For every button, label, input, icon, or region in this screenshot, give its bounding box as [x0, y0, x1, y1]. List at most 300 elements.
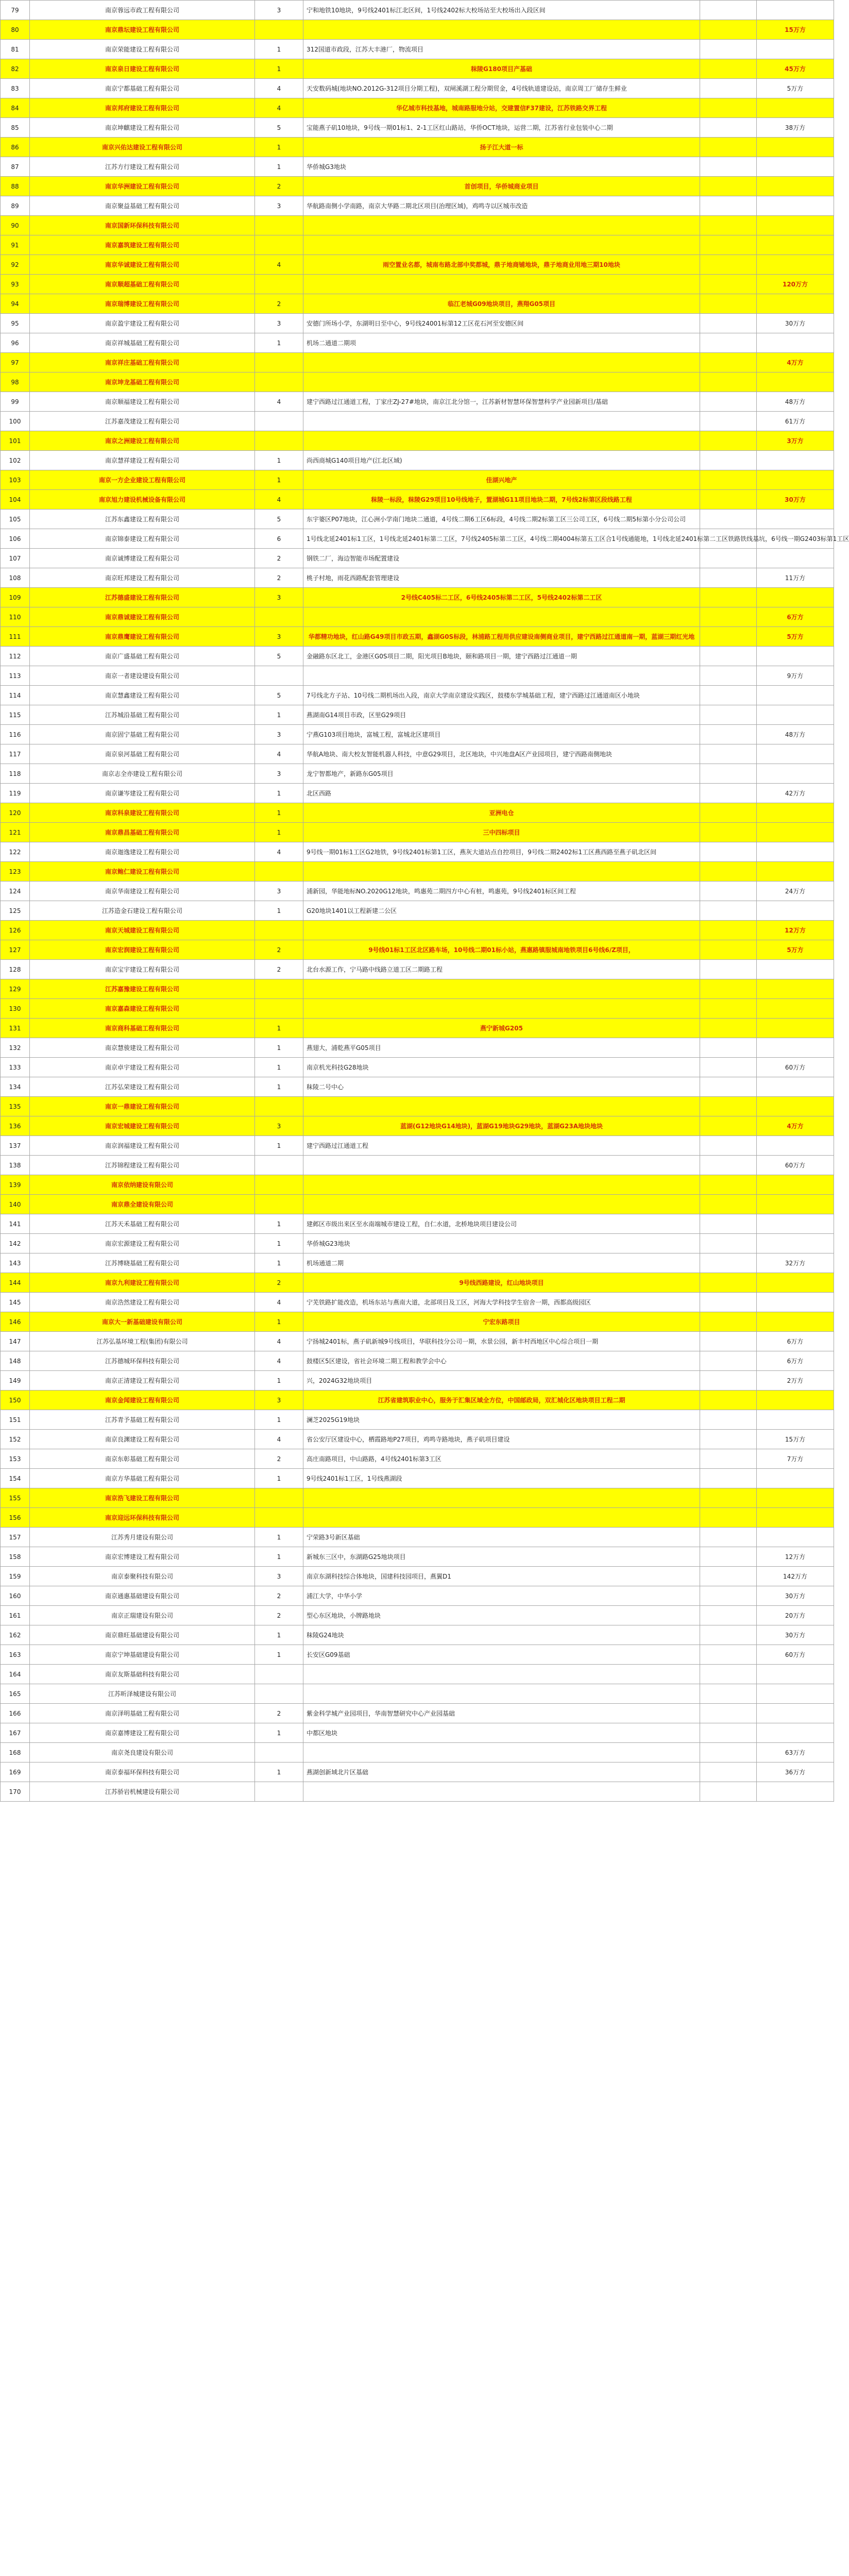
company-name: 南京诚博建设工程有限公司	[30, 549, 255, 568]
row-number: 122	[1, 842, 30, 862]
company-name: 江苏博晓基础工程有限公司	[30, 1253, 255, 1273]
disposal-amount	[757, 764, 834, 784]
disposal-amount: 5万方	[757, 940, 834, 960]
project-list: 新城东三区中，东湖路G25地块项目	[303, 1547, 700, 1567]
project-count: 3	[255, 882, 303, 901]
table-row	[1, 1645, 834, 1665]
company-name: 江苏德城环保科技有限公司	[30, 1351, 255, 1371]
table-row	[1, 118, 834, 138]
project-list: 天安数码城(地块NO.2012G-312项目分期工程)，双闸溪湖工程分期贸金，4号线轨道建设站，南京周工厂储存生鲜业	[303, 79, 700, 98]
project-count: 1	[255, 1469, 303, 1488]
project-count	[255, 353, 303, 372]
company-name: 南京泉河基础工程有限公司	[30, 744, 255, 764]
row-number: 96	[1, 333, 30, 353]
disposal-amount: 12万方	[757, 1547, 834, 1567]
row-number: 159	[1, 1567, 30, 1586]
table-row	[1, 1214, 834, 1234]
area-cell	[700, 1488, 757, 1508]
table-row	[1, 216, 834, 235]
project-count: 1	[255, 1547, 303, 1567]
project-list	[303, 431, 700, 451]
table-row	[1, 1704, 834, 1723]
area-cell	[700, 431, 757, 451]
area-cell	[700, 1743, 757, 1762]
table-row	[1, 842, 834, 862]
project-count	[255, 1508, 303, 1528]
project-list: 首创项目，华侨城商业项目	[303, 177, 700, 196]
area-cell	[700, 1762, 757, 1782]
project-count: 1	[255, 784, 303, 803]
disposal-amount	[757, 216, 834, 235]
table-row	[1, 98, 834, 118]
table-row	[1, 1782, 834, 1802]
project-count	[255, 1195, 303, 1214]
area-cell	[700, 1293, 757, 1312]
project-list: 华航A地块、南大校友智能机器人科技，中意G29项目，北区地块，中兴地盘A区产业园项目，建宁西路南侧地块	[303, 744, 700, 764]
project-count: 2	[255, 568, 303, 588]
area-cell	[700, 940, 757, 960]
project-list	[303, 607, 700, 627]
project-list: 华都精功地块，红山路G49项目市政五期，鑫湖G0S标段，林浦路工程用供应建设南侧商业项目，建宁西路过江通道南一期，蓝湖三期红光地	[303, 627, 700, 647]
project-count: 2	[255, 177, 303, 196]
table-row	[1, 1625, 834, 1645]
area-cell	[700, 901, 757, 921]
company-name: 江苏青予基础工程有限公司	[30, 1410, 255, 1430]
disposal-amount: 4万方	[757, 1116, 834, 1136]
area-cell	[700, 1234, 757, 1253]
table-row	[1, 314, 834, 333]
row-number: 117	[1, 744, 30, 764]
area-cell	[700, 1371, 757, 1391]
area-cell	[700, 666, 757, 686]
table-row	[1, 138, 834, 157]
row-number: 99	[1, 392, 30, 412]
project-count: 4	[255, 1430, 303, 1449]
project-list: 华亿城市科技基地，城南路服地分站，交建置信F37建设，江苏铁路交界工程	[303, 98, 700, 118]
project-list: 建宁西路过江通道工程，丁家庄ZJ-27#地块，南京江北分馆一，江苏新材智慧环保智慧科学产业园新项目/基础	[303, 392, 700, 412]
table-row	[1, 1665, 834, 1684]
project-count: 3	[255, 588, 303, 607]
company-name: 江苏德盛建设工程有限公司	[30, 588, 255, 607]
table-row	[1, 999, 834, 1019]
company-name: 南京宁坤基础建设有限公司	[30, 1645, 255, 1665]
company-name: 江苏东鑫建设工程有限公司	[30, 510, 255, 529]
table-row	[1, 1019, 834, 1038]
table-row	[1, 235, 834, 255]
row-number: 156	[1, 1508, 30, 1528]
disposal-amount: 5万方	[757, 627, 834, 647]
project-list: 9号线01标1工区北区路车场，10号线二期01标小站，燕惠路镇服城南地铁项目6号线6/Z项目，	[303, 940, 700, 960]
table-row	[1, 1273, 834, 1293]
table-row	[1, 20, 834, 40]
table-row	[1, 353, 834, 372]
disposal-amount: 30万方	[757, 1625, 834, 1645]
project-count: 1	[255, 901, 303, 921]
company-name: 南京坤龙基础工程有限公司	[30, 372, 255, 392]
area-cell	[700, 470, 757, 490]
project-count: 6	[255, 529, 303, 549]
disposal-amount	[757, 1469, 834, 1488]
project-list	[303, 1665, 700, 1684]
disposal-amount: 3万方	[757, 431, 834, 451]
company-name: 南京嘉筑建设工程有限公司	[30, 235, 255, 255]
table-row	[1, 1410, 834, 1430]
project-count: 3	[255, 1391, 303, 1410]
table-row	[1, 1567, 834, 1586]
company-name: 江苏嘉茂建设工程有限公司	[30, 412, 255, 431]
project-count: 1	[255, 1214, 303, 1234]
project-list: 燕湖南G14项目市政，区里G29项目	[303, 705, 700, 725]
area-cell	[700, 1156, 757, 1175]
area-cell	[700, 353, 757, 372]
project-list: 建邺区市级出来区至水南端城市建设工程，自仁水道，北桥地块项目建设公司	[303, 1214, 700, 1234]
project-count	[255, 666, 303, 686]
project-count: 1	[255, 470, 303, 490]
company-name: 南京盈宇建设工程有限公司	[30, 314, 255, 333]
project-list: 紫金科学城产业园项目，华南智慧研究中心产业园基础	[303, 1704, 700, 1723]
project-list: 2号线C405标二工区，6号线2405标第二工区，5号线2402标第二工区	[303, 588, 700, 607]
table-row	[1, 79, 834, 98]
disposal-amount: 7万方	[757, 1449, 834, 1469]
project-list: 宁和地铁10地块，9号线2401标江北区间，1号线2402标大校场站至大校场出入段区间	[303, 1, 700, 20]
table-row	[1, 1175, 834, 1195]
table-row	[1, 470, 834, 490]
project-count: 2	[255, 940, 303, 960]
area-cell	[700, 999, 757, 1019]
project-count: 4	[255, 79, 303, 98]
project-list: 宁荣路3号新区基础	[303, 1528, 700, 1547]
area-cell	[700, 1547, 757, 1567]
disposal-amount: 5万方	[757, 79, 834, 98]
project-count	[255, 999, 303, 1019]
area-cell	[700, 1273, 757, 1293]
project-list: 中都区地块	[303, 1723, 700, 1743]
row-number: 148	[1, 1351, 30, 1371]
project-count: 4	[255, 1293, 303, 1312]
disposal-amount	[757, 1391, 834, 1410]
company-name: 南京华南建设工程有限公司	[30, 882, 255, 901]
area-cell	[700, 842, 757, 862]
project-list: 312国道市政段，江苏大丰港厂，物流项目	[303, 40, 700, 59]
area-cell	[700, 1097, 757, 1116]
row-number: 79	[1, 1, 30, 20]
table-row	[1, 1312, 834, 1332]
table-row	[1, 901, 834, 921]
disposal-amount	[757, 40, 834, 59]
table-row	[1, 784, 834, 803]
company-name: 江苏骄岩机械建设有限公司	[30, 1782, 255, 1802]
project-list: 华航路南侧小学南路，南京大华路二期北区项目(治理区域)，鸡鸣寺以区城市改造	[303, 196, 700, 216]
company-name: 南京蓉远市政工程有限公司	[30, 1, 255, 20]
table-row	[1, 1449, 834, 1469]
row-number: 167	[1, 1723, 30, 1743]
row-number: 116	[1, 725, 30, 744]
disposal-amount	[757, 98, 834, 118]
row-number: 164	[1, 1665, 30, 1684]
table-row	[1, 921, 834, 940]
row-number: 137	[1, 1136, 30, 1156]
company-name: 南京邦府建设工程有限公司	[30, 98, 255, 118]
project-count	[255, 1782, 303, 1802]
project-list: 钢铁二厂，海边智能市场配置建设	[303, 549, 700, 568]
area-cell	[700, 392, 757, 412]
row-number: 143	[1, 1253, 30, 1273]
table-body	[1, 1, 849, 1802]
row-number: 170	[1, 1782, 30, 1802]
table-row	[1, 705, 834, 725]
row-number: 140	[1, 1195, 30, 1214]
table-row	[1, 1371, 834, 1391]
table-row	[1, 1528, 834, 1547]
project-list: 燕湖创新域北片区基础	[303, 1762, 700, 1782]
area-cell	[700, 744, 757, 764]
company-name: 南京慧祥建设工程有限公司	[30, 451, 255, 470]
disposal-amount: 36万方	[757, 1762, 834, 1782]
row-number: 163	[1, 1645, 30, 1665]
row-number: 113	[1, 666, 30, 686]
project-list: 扬子江大道一标	[303, 138, 700, 157]
project-list: 安德门所场小学，东湖明日至中心，9号线24001标第12工区花石河至安德区间	[303, 314, 700, 333]
table-row	[1, 1116, 834, 1136]
project-list	[303, 1782, 700, 1802]
row-number: 114	[1, 686, 30, 705]
table-row	[1, 372, 834, 392]
row-number: 118	[1, 764, 30, 784]
company-name: 江苏造金石建设工程有限公司	[30, 901, 255, 921]
project-count: 1	[255, 1058, 303, 1077]
project-count: 1	[255, 1019, 303, 1038]
project-count: 3	[255, 627, 303, 647]
area-cell	[700, 98, 757, 118]
row-number: 152	[1, 1430, 30, 1449]
project-count: 5	[255, 647, 303, 666]
project-count: 1	[255, 823, 303, 842]
area-cell	[700, 705, 757, 725]
row-number: 154	[1, 1469, 30, 1488]
project-list	[303, 999, 700, 1019]
table-row	[1, 1391, 834, 1410]
disposal-amount	[757, 1312, 834, 1332]
area-cell	[700, 20, 757, 40]
disposal-amount	[757, 470, 834, 490]
row-number: 97	[1, 353, 30, 372]
disposal-amount: 20万方	[757, 1606, 834, 1625]
project-count: 1	[255, 1528, 303, 1547]
area-cell	[700, 1723, 757, 1743]
row-number: 169	[1, 1762, 30, 1782]
area-cell	[700, 1136, 757, 1156]
disposal-amount	[757, 1077, 834, 1097]
area-cell	[700, 1195, 757, 1214]
area-cell	[700, 372, 757, 392]
project-count	[255, 1743, 303, 1762]
row-number: 145	[1, 1293, 30, 1312]
disposal-amount	[757, 588, 834, 607]
row-number: 81	[1, 40, 30, 59]
disposal-amount: 42万方	[757, 784, 834, 803]
company-name: 南京鼎旺基础建设有限公司	[30, 1625, 255, 1645]
row-number: 131	[1, 1019, 30, 1038]
area-cell	[700, 79, 757, 98]
table-row	[1, 1332, 834, 1351]
company-name: 南京顺福建设工程有限公司	[30, 392, 255, 412]
company-name: 南京迦逸建设工程有限公司	[30, 842, 255, 862]
company-name: 南京一鼎建设工程有限公司	[30, 1097, 255, 1116]
company-name: 江苏秀月建设有限公司	[30, 1528, 255, 1547]
project-count: 1	[255, 157, 303, 177]
table-row	[1, 1606, 834, 1625]
project-list: 桃子村地，雨花西路配套管理建设	[303, 568, 700, 588]
company-name: 南京泽明基础工程有限公司	[30, 1704, 255, 1723]
row-number: 93	[1, 275, 30, 294]
project-count: 1	[255, 1371, 303, 1391]
company-name: 南京浩然建设工程有限公司	[30, 1293, 255, 1312]
disposal-amount: 120万方	[757, 275, 834, 294]
project-list	[303, 1195, 700, 1214]
disposal-amount: 12万方	[757, 921, 834, 940]
area-cell	[700, 1077, 757, 1097]
project-count: 5	[255, 686, 303, 705]
disposal-amount: 38万方	[757, 118, 834, 138]
disposal-amount	[757, 1175, 834, 1195]
company-name: 南京泰福环保科技有限公司	[30, 1762, 255, 1782]
project-count: 1	[255, 1253, 303, 1273]
row-number: 134	[1, 1077, 30, 1097]
row-number: 128	[1, 960, 30, 979]
area-cell	[700, 725, 757, 744]
row-number: 150	[1, 1391, 30, 1410]
company-name: 南京一方企业建设工程有限公司	[30, 470, 255, 490]
company-name: 南京祥庄基础工程有限公司	[30, 353, 255, 372]
table-row	[1, 979, 834, 999]
company-name: 江苏昕泽城建设有限公司	[30, 1684, 255, 1704]
project-list	[303, 1488, 700, 1508]
disposal-amount	[757, 1704, 834, 1723]
project-list	[303, 372, 700, 392]
project-list: 鼓楼区5区建设，省社会环境二期工程和教学会中心	[303, 1351, 700, 1371]
disposal-amount: 60万方	[757, 1645, 834, 1665]
area-cell	[700, 451, 757, 470]
table-row	[1, 294, 834, 314]
table-row	[1, 157, 834, 177]
area-cell	[700, 412, 757, 431]
row-number: 108	[1, 568, 30, 588]
row-number: 106	[1, 529, 30, 549]
area-cell	[700, 1410, 757, 1430]
row-number: 130	[1, 999, 30, 1019]
project-count	[255, 1684, 303, 1704]
project-count: 2	[255, 960, 303, 979]
disposal-amount: 24万方	[757, 882, 834, 901]
project-list: 9号线2401标1工区，1号线燕湖段	[303, 1469, 700, 1488]
disposal-amount: 15万方	[757, 20, 834, 40]
disposal-amount: 30万方	[757, 1586, 834, 1606]
row-number: 88	[1, 177, 30, 196]
area-cell	[700, 1782, 757, 1802]
disposal-amount	[757, 686, 834, 705]
company-name: 南京通惠基础建设有限公司	[30, 1586, 255, 1606]
row-number: 105	[1, 510, 30, 529]
company-name: 南京正瑞建设有限公司	[30, 1606, 255, 1625]
disposal-amount	[757, 803, 834, 823]
company-name: 南京卓宇建设工程有限公司	[30, 1058, 255, 1077]
project-list: 秣陵G180项目产基础	[303, 59, 700, 79]
project-list: 浦江大学，中华小学	[303, 1586, 700, 1606]
disposal-amount	[757, 647, 834, 666]
company-name: 南京兴佑达建设工程有限公司	[30, 138, 255, 157]
row-number: 151	[1, 1410, 30, 1430]
area-cell	[700, 1567, 757, 1586]
disposal-amount: 30万方	[757, 490, 834, 510]
company-name: 南京宁都基础工程有限公司	[30, 79, 255, 98]
table-row	[1, 823, 834, 842]
project-count	[255, 1665, 303, 1684]
disposal-amount	[757, 451, 834, 470]
company-name: 南京之洲建设工程有限公司	[30, 431, 255, 451]
area-cell	[700, 803, 757, 823]
disposal-amount	[757, 1782, 834, 1802]
project-count: 5	[255, 118, 303, 138]
disposal-amount	[757, 1293, 834, 1312]
area-cell	[700, 1253, 757, 1273]
area-cell	[700, 490, 757, 510]
disposal-amount	[757, 744, 834, 764]
row-number: 123	[1, 862, 30, 882]
table-row	[1, 1684, 834, 1704]
project-list	[303, 1175, 700, 1195]
company-name: 南京志全亦建设工程有限公司	[30, 764, 255, 784]
row-number: 86	[1, 138, 30, 157]
project-count	[255, 235, 303, 255]
project-count: 2	[255, 1704, 303, 1723]
company-name: 南京商科基础工程有限公司	[30, 1019, 255, 1038]
disposal-amount	[757, 255, 834, 275]
table-row	[1, 686, 834, 705]
project-list: 宁芜铁路扩能改造，机场东站与燕南大道，北部项目及工区，河海大学科技学生宿舍一期，西都高级园区	[303, 1293, 700, 1312]
disposal-amount: 11万方	[757, 568, 834, 588]
table-row	[1, 882, 834, 901]
project-count: 1	[255, 451, 303, 470]
project-list: 北台水源工作，宁马路中线路立道工区二期路工程	[303, 960, 700, 979]
row-number: 147	[1, 1332, 30, 1351]
area-cell	[700, 921, 757, 940]
disposal-amount	[757, 549, 834, 568]
table-row	[1, 940, 834, 960]
company-name: 南京依纳建设有限公司	[30, 1175, 255, 1195]
area-cell	[700, 1, 757, 20]
project-list: 南京东湖科技综合体地块，国建科技园项目，燕翼D1	[303, 1567, 700, 1586]
company-name: 南京宏润建设工程有限公司	[30, 940, 255, 960]
disposal-amount	[757, 901, 834, 921]
row-number: 112	[1, 647, 30, 666]
disposal-amount	[757, 1, 834, 20]
area-cell	[700, 568, 757, 588]
area-cell	[700, 1704, 757, 1723]
company-name: 江苏弘基环境工程(集团)有限公司	[30, 1332, 255, 1351]
company-name: 江苏方行建设工程有限公司	[30, 157, 255, 177]
row-number: 168	[1, 1743, 30, 1762]
project-list: 北区西路	[303, 784, 700, 803]
area-cell	[700, 1214, 757, 1234]
project-list: 华侨城G23地块	[303, 1234, 700, 1253]
project-count: 4	[255, 1351, 303, 1371]
row-number: 119	[1, 784, 30, 803]
disposal-amount	[757, 333, 834, 353]
disposal-amount: 60万方	[757, 1058, 834, 1077]
project-list: 宁宏东路项目	[303, 1312, 700, 1332]
project-count	[255, 20, 303, 40]
disposal-amount: 48万方	[757, 725, 834, 744]
